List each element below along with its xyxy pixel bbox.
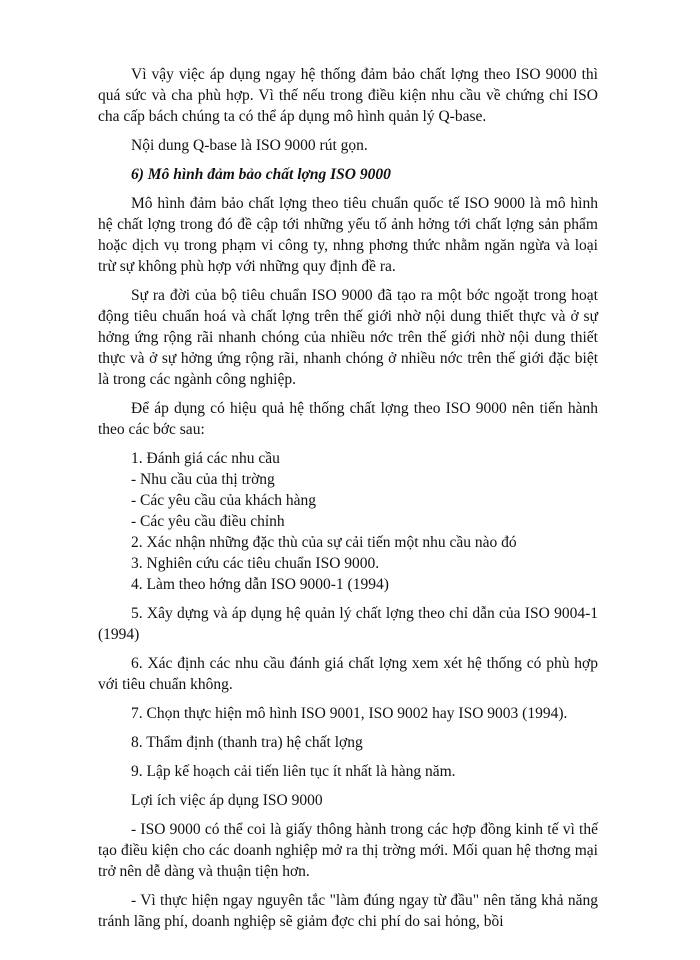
step-item: - Nhu cầu của thị trờng: [131, 471, 275, 488]
step-item: - Các yêu cầu của khách hàng: [131, 492, 317, 509]
benefits-title: Lợi ích việc áp dụng ISO 9000: [131, 792, 323, 809]
model-paragraph: Mô hình đảm bảo chất lợng theo tiêu chuẩn quốc tế ISO 9000 là mô hình hệ chất lợng trong đó đề cập tới những yếu tố ảnh hởng tới chất lợng sản phẩm hoặc dịch vụ trong phạm vi công ty, nhng phơng thức nhằm ngăn ngừa và loại trừ sự không phù hợp với những quy định đề ra.: [98, 195, 598, 275]
benefit-item: - Vì thực hiện ngay nguyên tắc "làm đúng ngay từ đầu" nên tăng khả năng tránh lãng phí, doanh nghiệp sẽ giảm đợc chi phí do sai hỏng, bồi: [98, 892, 598, 930]
step-item: 9. Lập kế hoạch cải tiến liên tục ít nhất là hàng năm.: [131, 763, 456, 780]
step-item: - Các yêu cầu điều chỉnh: [131, 513, 285, 530]
step-item: 6. Xác định các nhu cầu đánh giá chất lợng xem xét hệ thống có phù hợp với tiêu chuẩn không.: [98, 655, 598, 693]
intro-paragraph: Vì vậy việc áp dụng ngay hệ thống đảm bảo chất lợng theo ISO 9000 thì quá sức và cha phù hợp. Vì thế nếu trong điều kiện nhu cầu về chứng chỉ ISO cha cấp bách chúng ta có thể áp dụng mô hình quản lý Q-base.: [98, 66, 598, 125]
steps-intro-paragraph: Để áp dụng có hiệu quả hệ thống chất lợng theo ISO 9000 nên tiến hành theo các bớc sau:: [98, 400, 598, 438]
document-page: [98, 64, 598, 940]
step-item: 8. Thẩm định (thanh tra) hệ chất lợng: [131, 734, 363, 751]
step-item: 5. Xây dựng và áp dụng hệ quản lý chất lợng theo chỉ dẫn của ISO 9004-1 (1994): [98, 605, 598, 643]
step-item: 7. Chọn thực hiện mô hình ISO 9001, ISO 9002 hay ISO 9003 (1994).: [131, 705, 568, 722]
benefit-item: - ISO 9000 có thể coi là giấy thông hành trong các hợp đồng kinh tế vì thế tạo điều kiện cho các doanh nghiệp mở ra thị trờng mới. Mối quan hệ thơng mại trở nên dễ dàng và thuận tiện hơn.: [98, 821, 598, 880]
step-item: 3. Nghiên cứu các tiêu chuẩn ISO 9000.: [131, 555, 380, 572]
step-item: 4. Làm theo hớng dẫn ISO 9000-1 (1994): [131, 576, 389, 593]
qbase-paragraph: Nội dung Q-base là ISO 9000 rút gọn.: [131, 137, 368, 154]
step-item: 2. Xác nhận những đặc thù của sự cải tiến một nhu cầu nào đó: [131, 534, 517, 551]
origin-paragraph: Sự ra đời của bộ tiêu chuẩn ISO 9000 đã tạo ra một bớc ngoặt trong hoạt động tiêu chuẩn hoá và chất lợng trên thế giới nhờ nội dung thiết thực và ở sự hởng ứng rộng rãi nhanh chóng của nhiều nớc trên thế giới nhờ nội dung thiết thực và ở sự hởng ứng rộng rãi, nhanh chóng ở nhiều nớc trên thế giới đặc biệt là trong các ngành công nghiệp.: [98, 287, 598, 388]
step-item: 1. Đánh giá các nhu cầu: [131, 450, 280, 467]
section-heading: 6) Mô hình đảm bảo chất lợng ISO 9000: [131, 166, 391, 183]
